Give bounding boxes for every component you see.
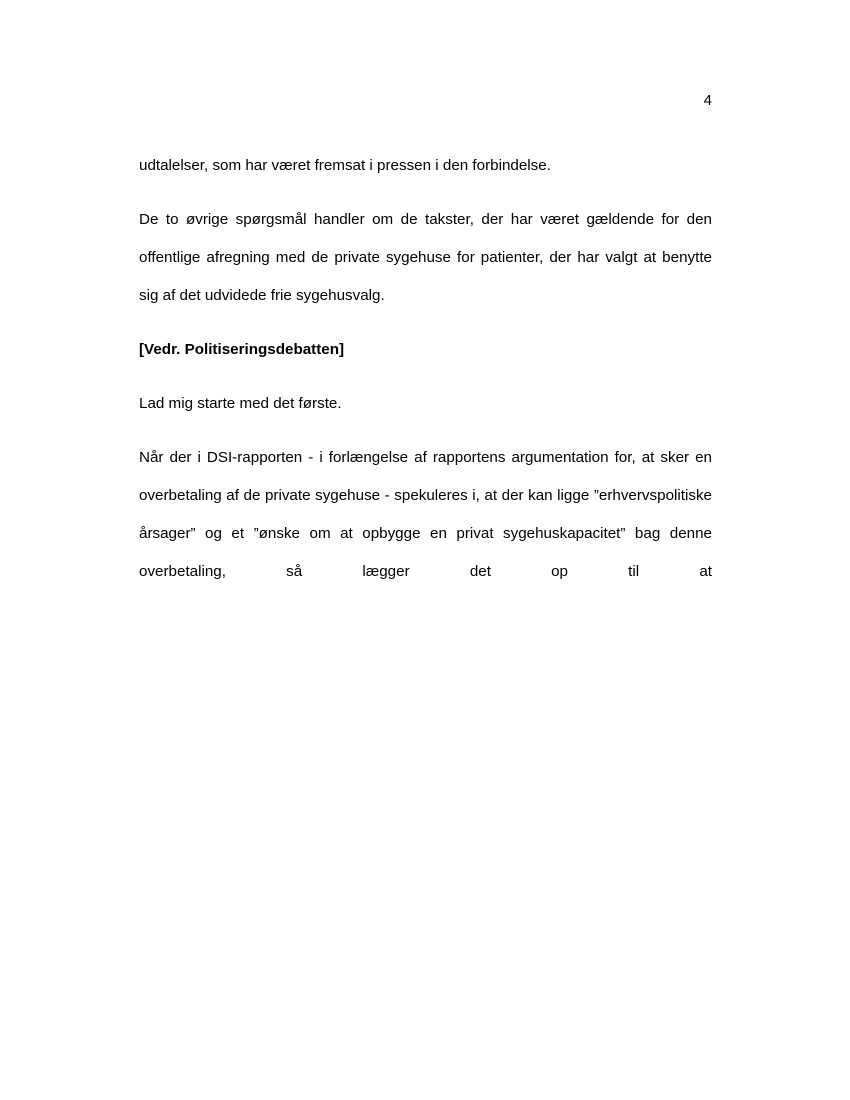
section-heading: [Vedr. Politiseringsdebatten] bbox=[139, 341, 345, 358]
page-number: 4 bbox=[703, 92, 712, 109]
paragraph-3: Lad mig starte med det første. bbox=[139, 395, 342, 412]
document-body bbox=[139, 147, 712, 607]
paragraph-2: De to øvrige spørgsmål handler om de takster, der har været gældende for den offentlige afregning med de private sygehuse for patienter, der har valgt at benytte sig af det udvidede frie sygehusvalg. bbox=[139, 211, 712, 304]
paragraph-4: Når der i DSI-rapporten - i forlængelse af rapportens argumentation for, at sker en overbetaling af de private sygehuse - spekuleres i, at der kan ligge ”erhvervspolitiske årsager” og et ”ønske om at opbygge en privat sygehuskapacitet” bag denne overbetaling, så lægger det op til at bbox=[139, 449, 712, 580]
paragraph-1: udtalelser, som har været fremsat i pressen i den forbindelse. bbox=[139, 157, 551, 174]
